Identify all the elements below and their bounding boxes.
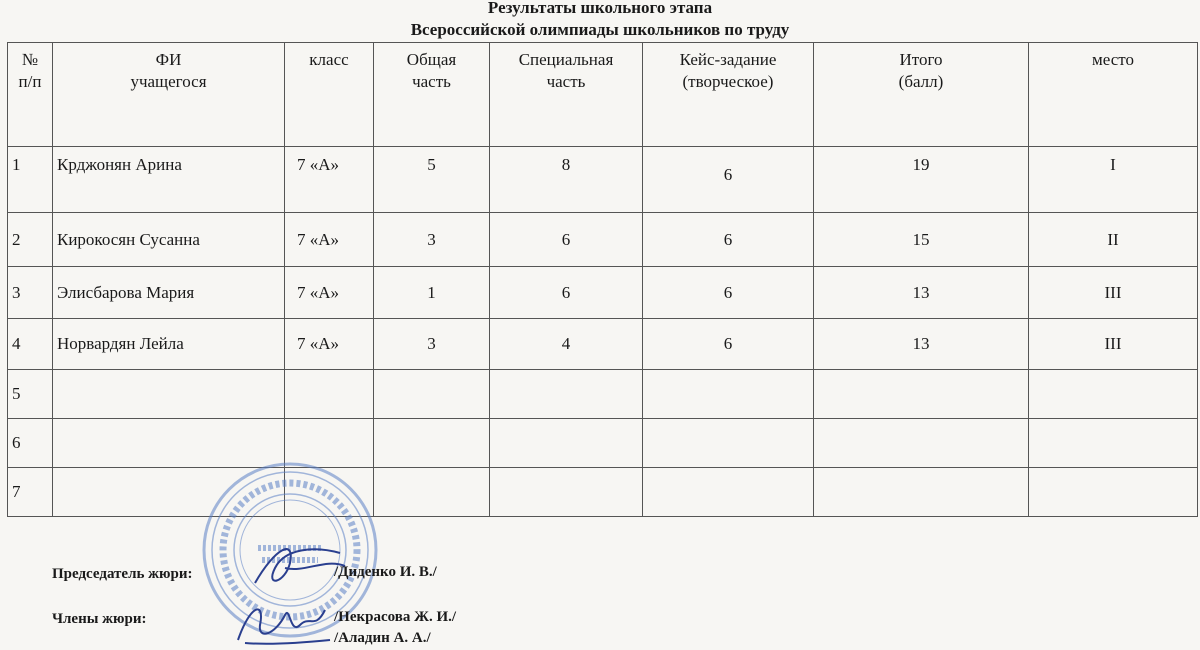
cell-special: 6	[490, 213, 643, 267]
cell-special: 6	[490, 267, 643, 319]
table-row-empty	[8, 419, 1198, 468]
cell-num: 5	[8, 370, 53, 419]
table-row-empty	[8, 370, 1198, 419]
cell-empty	[643, 419, 814, 468]
cell-general: 3	[374, 319, 490, 370]
cell-empty	[1029, 370, 1198, 419]
cell-case: 6	[643, 267, 814, 319]
cell-empty	[490, 419, 643, 468]
cell-num: 2	[8, 213, 53, 267]
cell-place: I	[1029, 147, 1198, 213]
cell-class: 7 «А»	[285, 213, 374, 267]
table-row	[8, 267, 1198, 319]
cell-num: 1	[8, 147, 53, 213]
cell-empty	[374, 419, 490, 468]
cell-empty	[1029, 468, 1198, 517]
cell-case: 6	[643, 213, 814, 267]
member-name-2: /Аладин А. А./	[334, 630, 431, 646]
cell-empty	[374, 370, 490, 419]
header-case: Кейс-задание (творческое)	[643, 43, 814, 147]
cell-empty	[643, 370, 814, 419]
cell-place: II	[1029, 213, 1198, 267]
chair-name: /Диденко И. В./	[334, 564, 437, 580]
header-num: № п/п	[8, 43, 53, 147]
document-title: Результаты школьного этапа	[487, 0, 713, 17]
header-place: место	[1029, 43, 1198, 147]
cell-empty	[814, 468, 1029, 517]
member-signature-icon	[230, 595, 340, 650]
cell-special: 4	[490, 319, 643, 370]
cell-name: Норвардян Лейла	[53, 319, 285, 370]
table-row	[8, 213, 1198, 267]
header-total: Итого (балл)	[814, 43, 1029, 147]
cell-case: 6	[643, 147, 814, 213]
cell-num: 6	[8, 419, 53, 468]
cell-total: 13	[814, 267, 1029, 319]
cell-name: Элисбарова Мария	[53, 267, 285, 319]
table-row	[8, 147, 1198, 213]
cell-num: 7	[8, 468, 53, 517]
cell-class: 7 «А»	[285, 267, 374, 319]
header-general: Общая часть	[374, 43, 490, 147]
cell-num: 3	[8, 267, 53, 319]
cell-general: 5	[374, 147, 490, 213]
cell-name: Крджонян Арина	[53, 147, 285, 213]
cell-empty	[814, 419, 1029, 468]
cell-empty	[1029, 419, 1198, 468]
cell-total: 19	[814, 147, 1029, 213]
cell-name: Кирокосян Сусанна	[53, 213, 285, 267]
cell-empty	[490, 370, 643, 419]
cell-class: 7 «А»	[285, 319, 374, 370]
document-subtitle: Всероссийской олимпиады школьников по труду	[410, 20, 790, 39]
chair-label: Председатель жюри:	[52, 566, 193, 582]
cell-general: 3	[374, 213, 490, 267]
header-name: ФИ учащегося	[53, 43, 285, 147]
cell-empty	[53, 370, 285, 419]
results-table	[7, 42, 1198, 517]
cell-total: 13	[814, 319, 1029, 370]
table-row-empty	[8, 468, 1198, 517]
cell-place: III	[1029, 267, 1198, 319]
cell-empty	[285, 370, 374, 419]
cell-empty	[643, 468, 814, 517]
header-class: класс	[285, 43, 374, 147]
cell-empty	[374, 468, 490, 517]
members-label: Члены жюри:	[52, 611, 147, 627]
header-special: Специальная часть	[490, 43, 643, 147]
chair-signature-icon	[245, 528, 355, 598]
cell-total: 15	[814, 213, 1029, 267]
table-row	[8, 319, 1198, 370]
cell-case: 6	[643, 319, 814, 370]
cell-general: 1	[374, 267, 490, 319]
member-name-1: /Некрасова Ж. И./	[334, 609, 457, 625]
cell-special: 8	[490, 147, 643, 213]
cell-class: 7 «А»	[285, 147, 374, 213]
cell-empty	[490, 468, 643, 517]
cell-num: 4	[8, 319, 53, 370]
header-row	[8, 43, 1198, 147]
cell-empty	[814, 370, 1029, 419]
cell-place: III	[1029, 319, 1198, 370]
